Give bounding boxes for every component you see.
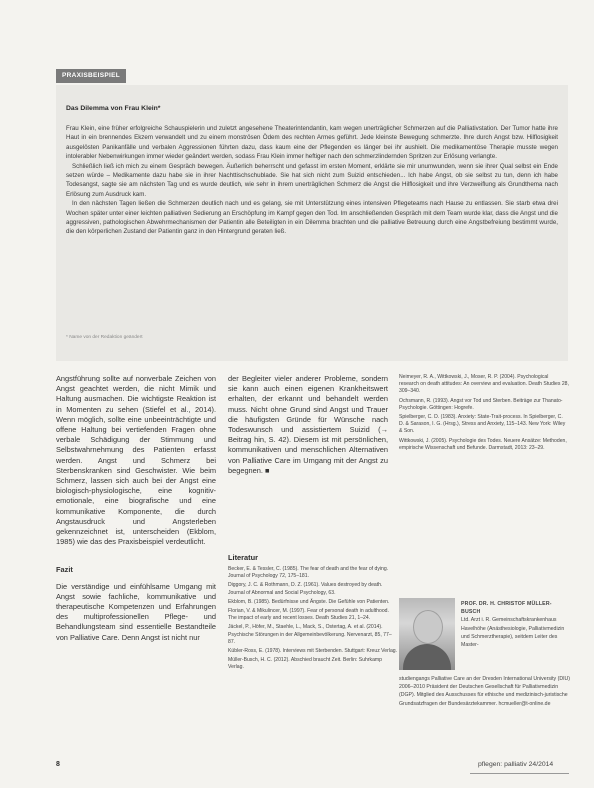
literature-item: Florian, V. & Mikulincer, M. (1997). Fear of personal death in adulthood. The impact of early and recent losses. Death Studies 21, 1–24. — [228, 608, 389, 622]
body-text: Angstführung sollte auf nonverbale Zeichen von Angst geachtet werden, die nicht Mimik und Haltung ausmachen. Die wichtigste Reaktion ist in Momenten zu sehen (Stiefel et al., 2014). Wenn möglich, sollte eine unbeeinträchtigte und offene Haltung bei vertiefenden Fragen ohne verbale Schädigung der Stimmung und Selbstwahrnehmung des Patienten erfasst werden. Angst und Schmerz bei Sterbenskranken sind Geschwister. Wie beim Schmerz, lassen sich auch bei der Angst eine biologisch-physiologische, eine kognitiv-emotionale, eine biografische und eine kommunikative Komponente, die durch Angstausdruck und Angsterleben gekennzeichnet ist, unterscheiden (Ekblom, 1985) wie das des Praxisbeispiel verdeutlicht. — [56, 374, 216, 547]
column-left — [56, 374, 216, 643]
author-shoulders — [403, 644, 451, 670]
literature-item: Kübler-Ross, E. (1978). Interviews mit Sterbenden. Stuttgart: Kreuz Verlag. — [228, 648, 398, 655]
column-middle — [228, 374, 388, 476]
literature-list — [228, 566, 398, 674]
author-bio-top: Ltd. Arzt i. R. Gemeinschaftskrankenhaus Havelhöhe (Anästhesiologie, Palliativmedizin und Schmerztherapie), seitdem Leiter des Master- — [461, 617, 565, 649]
author-name: PROF. DR. H. CHRISTOF MÜLLER-BUSCH — [461, 601, 552, 616]
case-paragraph: Frau Klein, eine früher erfolgreiche Schauspielerin und zuletzt angesehene Theaterintendantin, kam wegen unerträglicher Schmerzen auf die Palliativstation. Der Tumor hatte ihre Haut in ein brennendes Ekzem verwandelt und zu einem monströsen Ödem des rechten Armes geführt. Jede kleinste Bewegung schmerzte. Ihre durch Angst bzw. Hilflosigkeit ausgelösten Panikanfälle und verbalen Aggressionen führten dazu, dass kaum eine der Pflegenden es länger bei ihr aushielt. Die medikamentöse Therapie musste wegen intolerabler Nebenwirkungen immer wieder geändert werden, sodass Frau Klein immer heftiger nach den schmerzlindernden Spritzen zur Erlösung verlangte. — [66, 125, 558, 161]
footer-divider — [470, 773, 569, 774]
case-box-title: Das Dilemma von Frau Klein* — [66, 105, 161, 112]
reference-item: Neimeyer, R. A., Wittkowski, J., Moser, R. P. (2004). Psychological research on death attitudes: An overview and evaluation. Death Studies 28, 309–340. — [399, 374, 569, 395]
author-box — [461, 600, 571, 649]
author-bio-rest: studiengangs Palliative Care an der Dresden International University (DIU) 2006–2010 Präsident der Deutschen Gesellschaft für Palliativmedizin (DGP). Mitglied des Ausschusses für ethische und medizinisch-juristische Grundsatzfragen der Bundesärztekammer. hcmueller@t-online.de — [399, 676, 570, 707]
case-paragraph: Schließlich ließ ich mich zu einem Gespräch bewegen. Äußerlich beherrscht und gefasst im ersten Moment, erklärte sie mir unumwunden, wenn sie ihrer Qual selbst ein Ende setzen würde – Medikamente dazu habe sie in ihrer Nachttischschublade. Sie hat sich nicht zum Suizid entschieden... Ich habe Angst, ob sie selbst zu tun, denn ich habe Todesangst, sagte sie am nächsten Tag und es wurde deutlich, wie sehr in ihrem unerträglichen Schmerz die Angst die Hilflosigkeit und ihre Verzweiflung als Grundthema nach Erlösung zum Ausdruck kam. — [66, 162, 558, 198]
literature-heading: Literatur — [228, 553, 258, 562]
body-text: Die verständige und einfühlsame Umgang mit Angst sowie fachliche, kommunikative und therapeutische Kompetenzen und Erfahrungen des multiprofessionellen Pflege- und Behandlungsteam sind essentielle Bestandteile von Palliative Care. Denn Angst ist nicht nur — [56, 581, 216, 642]
literature-item: Ekblom, B. (1985). Bedürfnisse und Ängste. Die Gefühle von Patienten. — [228, 598, 390, 605]
journal-footer: pflegen: palliativ 24/2014 — [478, 761, 554, 768]
body-text: der Begleiter vieler anderer Probleme, sondern sie kann auch einen eigenen Krankheitswert erhalten, der erkannt und behandelt werden muss. Nicht ohne Grund sind Angst und Trauer die häufigsten Gründe für Wünsche nach Todeswunsch und assistiertem Suizid (→ Beitrag hin, S. 42). Diesem ist mit persönlichen, kommunikativen und menschlichen Alternativen von Palliative Care im Umgang mit der Angst zu begegnen. ■ — [228, 374, 388, 475]
references-right — [399, 374, 569, 454]
page-number: 8 — [56, 761, 60, 768]
author-face — [413, 610, 443, 644]
literature-item: Jäckel, P., Höfer, M., Staehle, L., Mack, S., Ostertag, A. et al. (2014). Psychische Störungen in der Allgemeinbevölkerung. Nervenarzt, 85, 77–87. — [228, 624, 392, 645]
literature-item: Müller-Busch, H. C. (2012). Abschied braucht Zeit. Berlin: Suhrkamp Verlag. — [228, 657, 383, 671]
case-box — [56, 85, 568, 361]
reference-item: Wittkowski, J. (2005). Psychologie des Todes. Neuere Ansätze: Methoden, empirische Wissenschaft und Befunde. Darmstadt, 2013: 23–29. — [399, 437, 567, 451]
reference-item: Spielberger, C. D. (1983). Anxiety: State-Trait-process. In Spielberger, C. D. & Sarason, I. G. (Hrsg.), Stress and Anxiety, 115–143. New York: Wiley & Son. — [399, 414, 566, 435]
section-tag: PRAXISBEISPIEL — [56, 69, 126, 83]
author-photo — [399, 598, 455, 670]
case-footnote: * Name von der Redaktion geändert — [66, 335, 143, 340]
reference-item: Ochsmann, R. (1993). Angst vor Tod und Sterben. Beiträge zur Thanato-Psychologie. Göttingen: Hogrefe. — [399, 397, 563, 411]
literature-item: Becker, E. & Tessler, C. (1985). The fear of death and the fear of dying. Journal of Psychology 72, 175–181. — [228, 566, 389, 580]
literature-item: Diggory, J. C. & Rothmann, D. Z. (1961). Values destroyed by death. Journal of Abnormal and Social Psychology, 63. — [228, 582, 383, 596]
section-heading-fazit: Fazit — [56, 565, 73, 575]
case-paragraph: In den nächsten Tagen ließen die Schmerzen deutlich nach und es gelang, sie mit Unterstützung eines intensiven Pflegeteams nach Hause zu entlassen. Sie starb etwa drei Wochen später unter einer leichten palliativen Sedierung an Erschöpfung im Kampf gegen den Tod. Im anschließenden Gespräch mit dem Team wurde klar, dass die Angst und die aggressiven, pathologischen Abwehrmechanismen der Patientin alle Beteiligten in ein Dilemma brachten und die palliative Betreuung durch eine Angstbefreiung bestimmt wurde, die den körperlichen Zustand der Patientin ganz in den Hintergrund geraten ließ. — [66, 200, 558, 236]
